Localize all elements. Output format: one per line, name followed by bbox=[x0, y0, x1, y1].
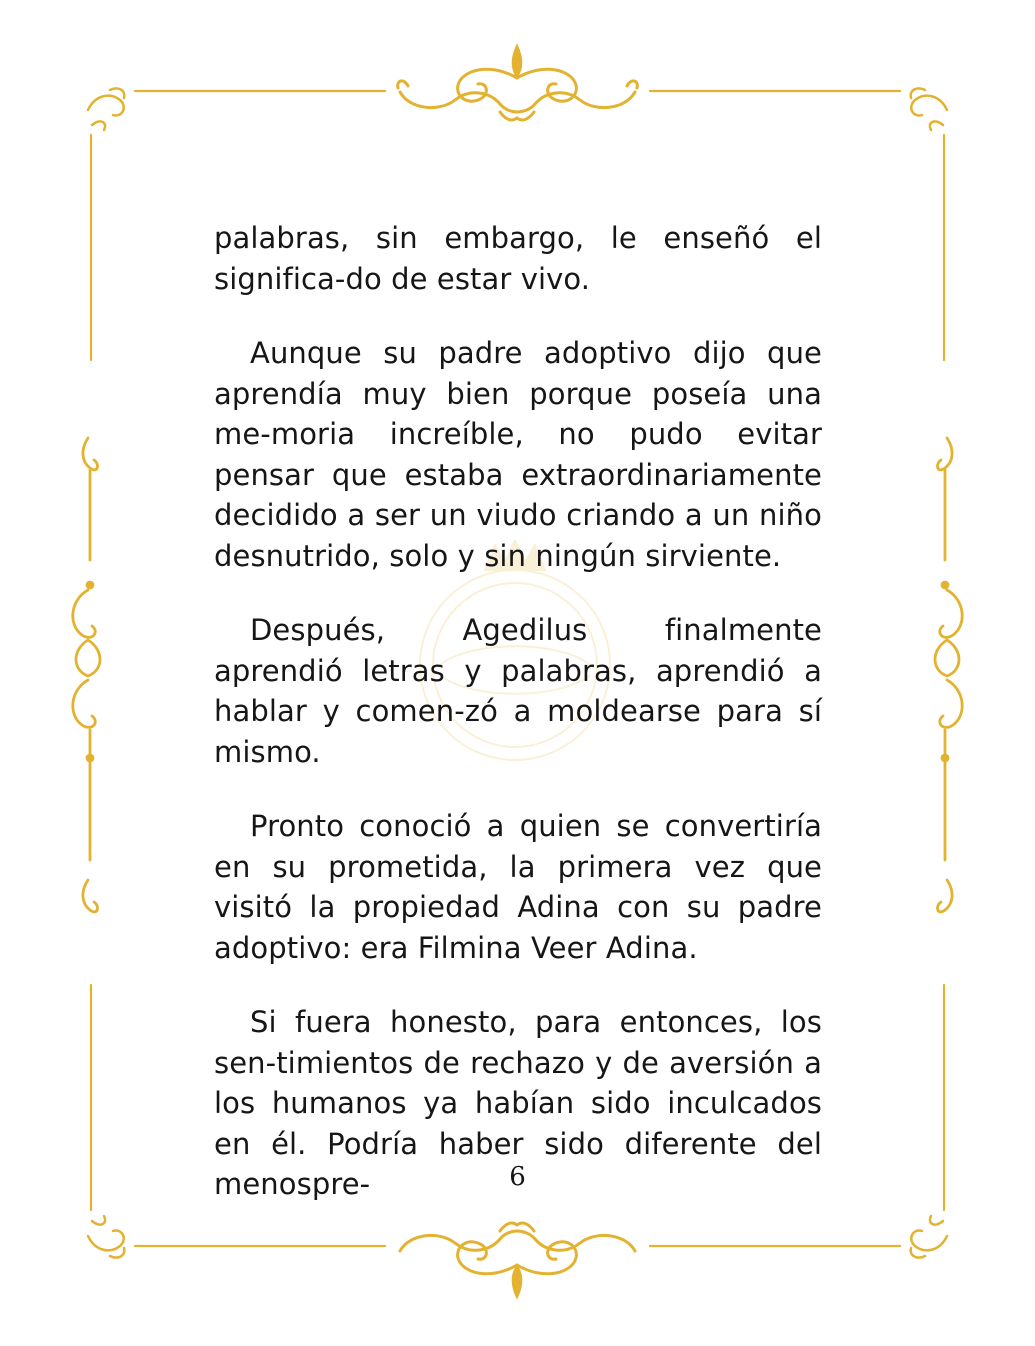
right-side-ornament bbox=[935, 438, 962, 912]
paragraph: Pronto conoció a quien se convertiría en su prometida, la primera vez que visitó la propiedad Adina con su padre adoptivo: era Filmina Veer Adina. bbox=[214, 809, 822, 965]
paragraph: palabras, sin embargo, le enseñó el significa-do de estar vivo. bbox=[214, 221, 822, 296]
page-number: 6 bbox=[509, 1162, 526, 1192]
paragraph: Aunque su padre adoptivo dijo que aprendía muy bien porque poseía una me-moria increíble, no pudo evitar pensar que estaba extraordinariamente decidido a ser un viudo criando a un niño desnutrido, solo y sin ningún sirviente. bbox=[214, 336, 822, 573]
body-text bbox=[214, 218, 822, 1239]
left-side-ornament bbox=[73, 438, 100, 912]
paragraph: Si fuera honesto, para entonces, los sen-timientos de rechazo y de aversión a los humanos ya habían sido inculcados en él. Podría haber sido diferente del menospre- bbox=[214, 1005, 822, 1201]
top-ornament bbox=[398, 47, 638, 120]
paragraph: Después, Agedilus finalmente aprendió letras y palabras, aprendió a hablar y comen-zó a moldearse para sí mismo. bbox=[214, 613, 822, 769]
